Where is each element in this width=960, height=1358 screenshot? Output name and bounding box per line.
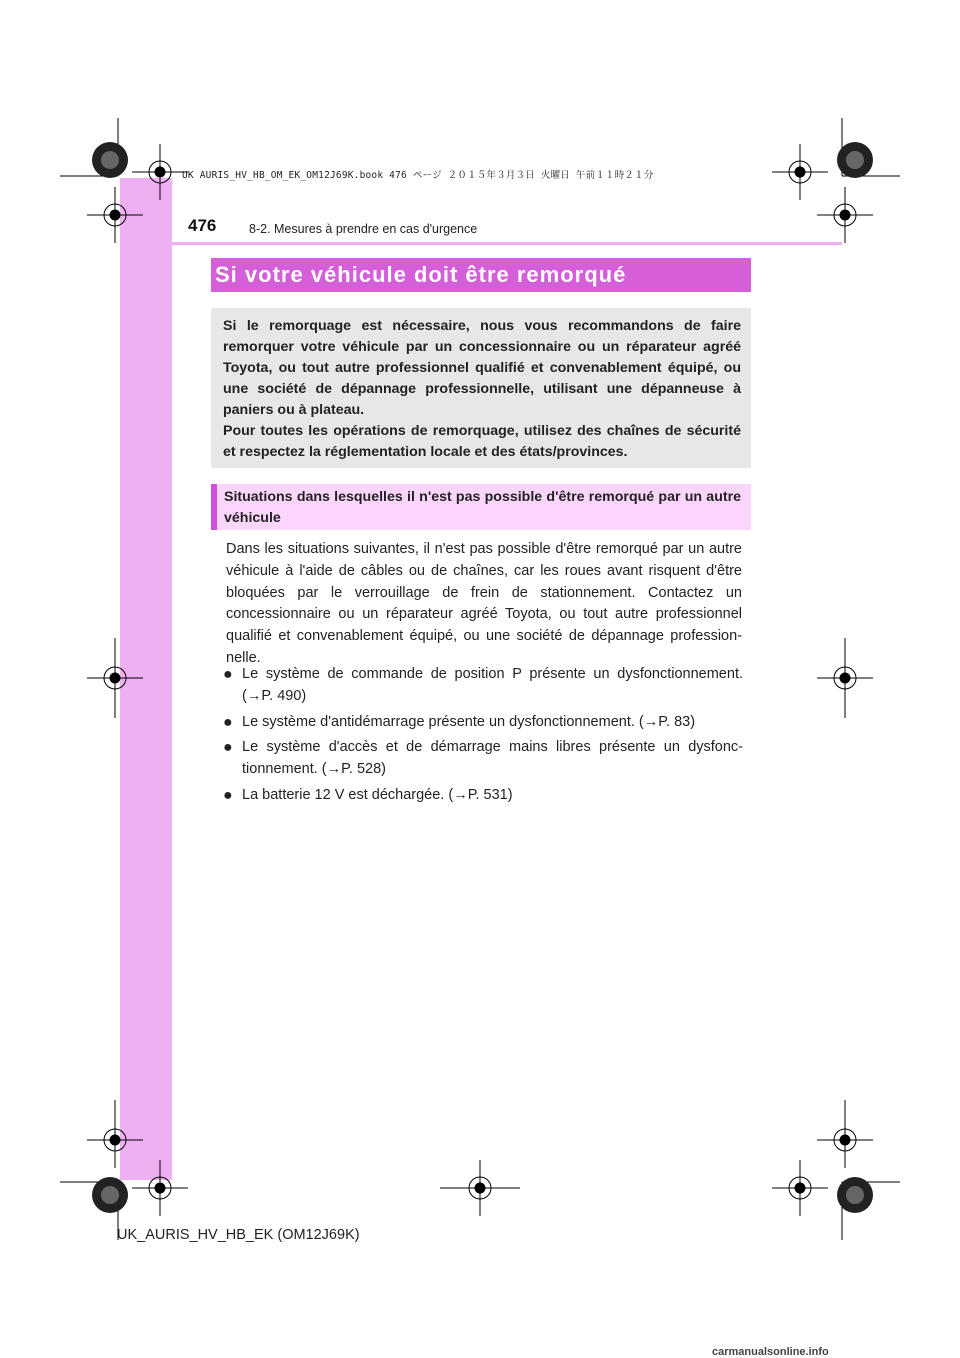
- intro-paragraph: Pour toutes les opérations de remorquage, utilisez des chaînes de sécurité et respectez la réglementation locale et des états/provinces.: [223, 423, 741, 460]
- bullet-icon: ●: [223, 666, 233, 683]
- list-item-text: Le système d'accès et de démarrage mains libres présente un dysfonc-tionnement. (→P. 528): [242, 739, 743, 778]
- intro-box: [211, 308, 751, 468]
- list-item: [223, 712, 743, 734]
- watermark[interactable]: carmanualsonline.info: [712, 1346, 829, 1358]
- bullet-icon: ●: [223, 739, 233, 757]
- subheading: Situations dans lesquelles il n'est pas possible d'être remorqué par un autre véhicule: [224, 489, 741, 526]
- subheading-box: [211, 484, 751, 530]
- footer-code: UK_AURIS_HV_HB_EK (OM12J69K): [117, 1227, 360, 1243]
- intro-paragraph: Si le remorquage est nécessaire, nous vous recommandons de faire remorquer votre véhicule par un concessionnaire ou un réparateur agréé Toyota, ou tout autre professionnel qualifié et convenablement équipé, ou une société de dépannage professionnelle, utilisant une dépanneuse à paniers ou à plateau.: [223, 318, 741, 418]
- subheading-accent-bar: [211, 484, 217, 530]
- list-item: [223, 664, 743, 708]
- bullet-icon: ●: [223, 713, 233, 731]
- list-item-text: Le système d'antidémarrage présente un dysfonctionnement. (→P. 83): [242, 713, 696, 730]
- list-item: [223, 737, 743, 781]
- page-title: Si votre véhicule doit être remorqué: [215, 262, 627, 287]
- list-item: [223, 785, 743, 807]
- bullet-icon: ●: [223, 786, 233, 804]
- section-header: 8-2. Mesures à prendre en cas d'urgence: [249, 222, 478, 236]
- page-number: 476: [188, 216, 217, 235]
- list-item-text: Le système de commande de position P présente un dysfonctionnement. (→P. 490): [242, 666, 743, 704]
- list-item-text: La batterie 12 V est déchargée. (→P. 531): [242, 786, 513, 803]
- body-paragraph: Dans les situations suivantes, il n'est pas possible d'être remorqué par un autre véhicule à l'aide de câbles ou de chaînes, car les roues avant risquent d'être bloquées par le verrouillage de frein de stationnement. Contactez un concessionnaire ou un réparateur agréé Toyota, ou tout autre professionnel qualifié et convenablement équipé, ou une société de dépannage profession-nelle.: [226, 541, 742, 666]
- print-info-line: UK AURIS_HV_HB_OM_EK_OM12J69K.book 476 ページ ２０１５年３月３日 火曜日 午前１１時２１分: [182, 170, 654, 181]
- title-banner: [211, 258, 751, 292]
- bullet-list: [223, 664, 743, 811]
